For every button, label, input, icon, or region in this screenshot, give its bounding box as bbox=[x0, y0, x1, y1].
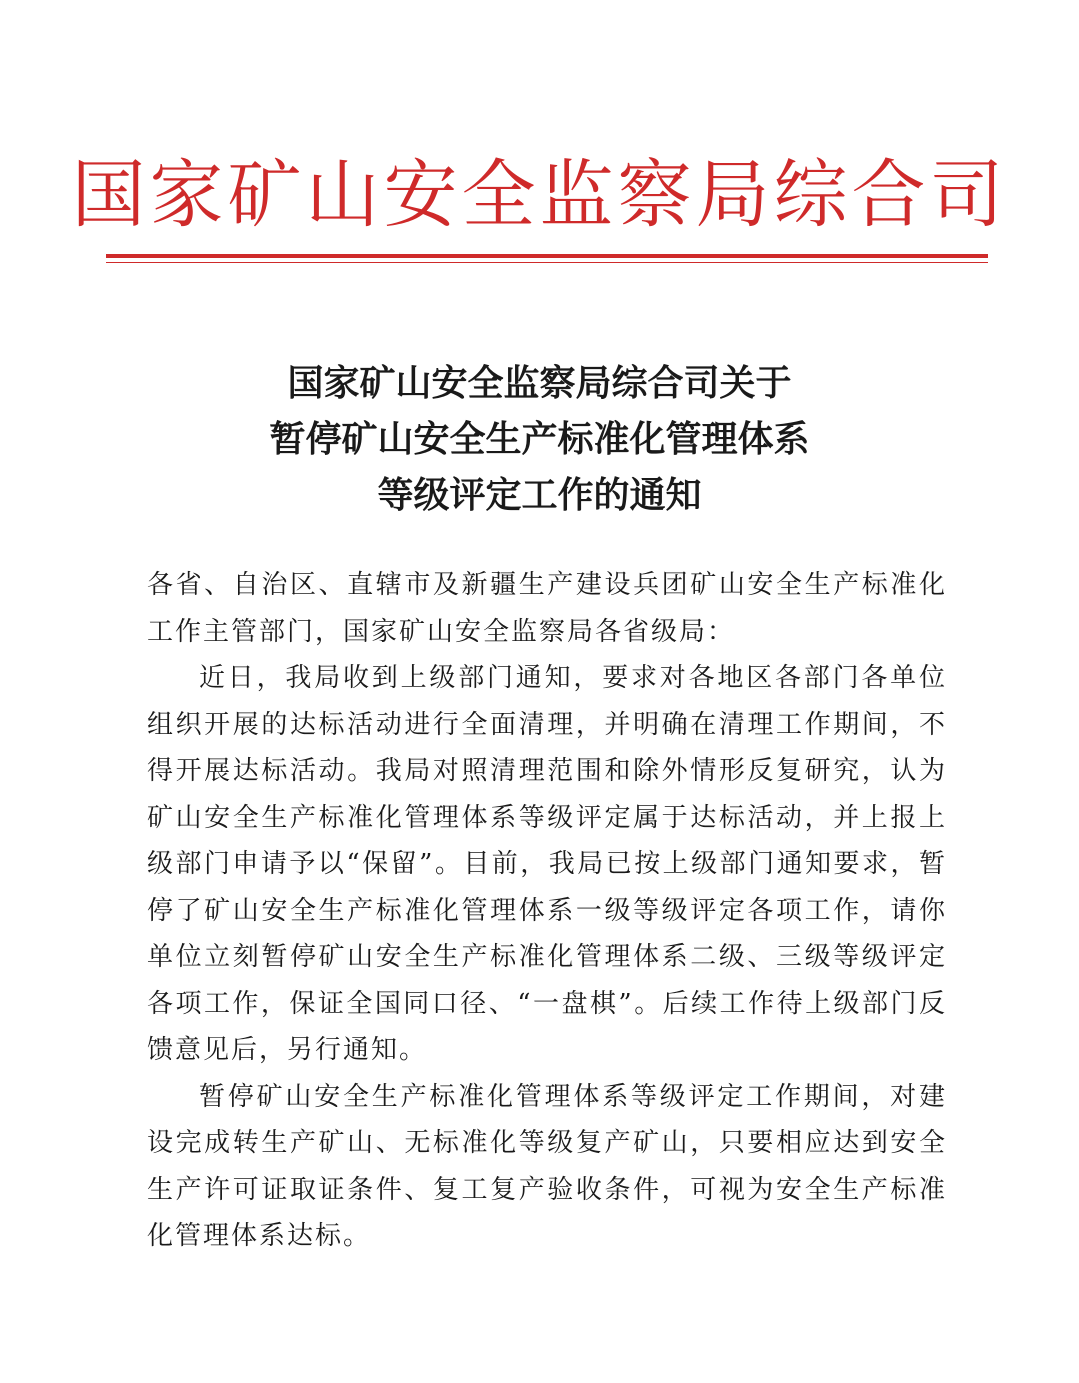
masthead-red-rule-thick bbox=[106, 254, 988, 258]
body-paragraph-2: 暂停矿山安全生产标准化管理体系等级评定工作期间，对建设完成转生产矿山、无标准化等级复产矿山，只要相应达到安全生产许可证取证条件、复工复产验收条件，可视为安全生产标准化管理体系达标。 bbox=[147, 1081, 947, 1251]
body-paragraph-1: 近日，我局收到上级部门通知，要求对各地区各部门各单位组织开展的达标活动进行全面清理，并明确在清理工作期间，不得开展达标活动。我局对照清理范围和除外情形反复研究，认为矿山安全生产标准化管理体系等级评定属于达标活动，并上报上级部门申请予以“保留”。目前，我局已按上级部门通知要求，暂停了矿山安全生产标准化管理体系一级等级评定各项工作，请你单位立刻暂停矿山安全生产标准化管理体系二级、三级等级评定各项工作，保证全国同口径、“一盘棋”。后续工作待上级部门反馈意见后，另行通知。 bbox=[147, 663, 947, 1065]
masthead-red-rule-thin bbox=[106, 262, 988, 263]
title-line-1: 国家矿山安全监察局综合司关于 bbox=[287, 362, 792, 404]
salutation: 各省、自治区、直辖市及新疆生产建设兵团矿山安全生产标准化工作主管部门，国家矿山安全监察局各省级局： bbox=[147, 570, 947, 647]
document-body bbox=[147, 562, 947, 1260]
title-line-3: 等级评定工作的通知 bbox=[377, 474, 702, 516]
document-title bbox=[0, 355, 1079, 523]
title-line-2: 暂停矿山安全生产标准化管理体系 bbox=[269, 418, 810, 460]
agency-masthead: 国家矿山安全监察局综合司 bbox=[71, 152, 1008, 238]
